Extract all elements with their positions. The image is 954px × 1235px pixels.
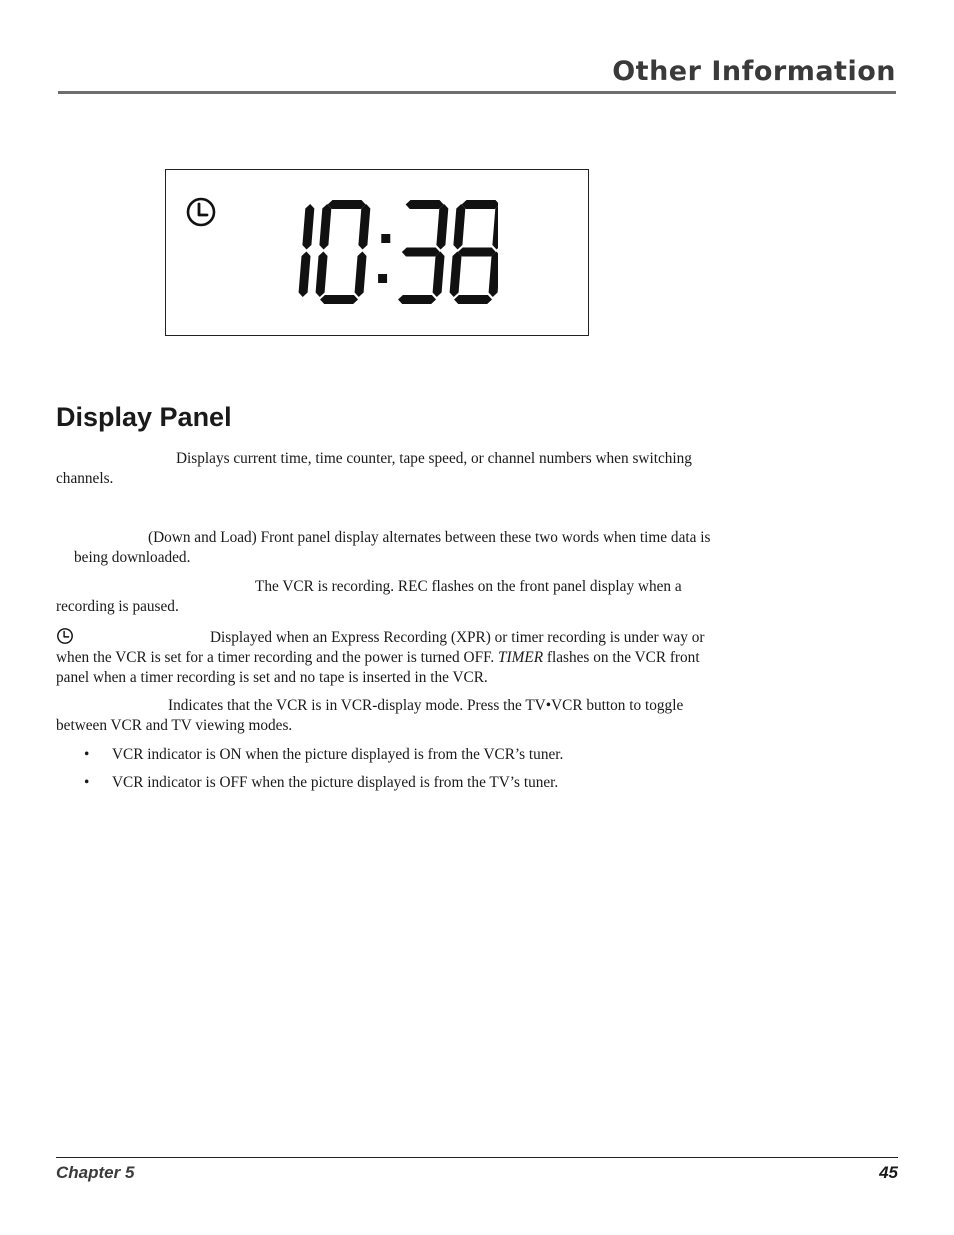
digit-segment	[299, 252, 311, 298]
digit-segment	[489, 252, 498, 298]
digit-segment	[453, 204, 465, 250]
footer-rule	[56, 1157, 898, 1158]
paragraph-timer	[56, 627, 726, 688]
bullet-item	[84, 745, 704, 765]
timer-clock-icon	[185, 196, 217, 228]
digit-segment	[398, 295, 436, 304]
digit-segment	[433, 252, 445, 298]
paragraph-download-text: (Down and Load) Front panel display alternates between these two words when time data is being downloaded.	[74, 529, 711, 566]
paragraph-vcr	[56, 696, 726, 736]
paragraph-record	[56, 577, 726, 617]
paragraph-display-text: Displays current time, time counter, tape speed, or channel numbers when switching channels.	[56, 450, 692, 487]
bullet-item	[84, 773, 704, 793]
section-heading: Display Panel	[56, 402, 232, 432]
colon-dot	[381, 234, 390, 243]
digit-segment	[462, 200, 498, 209]
display-panel-illustration	[165, 169, 589, 336]
footer-chapter: Chapter 5	[56, 1163, 135, 1182]
paragraph-vcr-text: Indicates that the VCR is in VCR-display mode. Press the TV•VCR button to toggle between VCR and TV viewing modes.	[56, 697, 684, 734]
header-rule	[58, 91, 896, 94]
digit-segment	[492, 204, 498, 250]
paragraph-record-text: The VCR is recording. REC flashes on the front panel display when a recording is paused.	[56, 578, 682, 615]
digit-segment	[320, 295, 358, 304]
digit-segment	[458, 248, 496, 257]
bullet-text: VCR indicator is ON when the picture displayed is from the VCR’s tuner.	[112, 746, 564, 763]
small-timer-clock-icon	[56, 627, 74, 645]
digit-segment	[358, 204, 370, 250]
paragraph-download	[74, 528, 724, 568]
bullet-marker: •	[84, 774, 90, 791]
paragraph-timer-text-after: flashes on the VCR front panel when a timer recording is set and no tape is inserted in the VCR.	[56, 649, 700, 686]
digit-segment	[328, 200, 366, 209]
page-number: 45	[879, 1163, 898, 1182]
bullet-marker: •	[84, 746, 90, 763]
digit-segment	[319, 204, 331, 250]
digit-segment	[402, 248, 440, 257]
digit-segment	[355, 252, 367, 298]
digit-segment	[436, 204, 448, 250]
seven-segment-digits	[299, 200, 498, 304]
digit-segment	[406, 200, 444, 209]
digit-segment	[302, 204, 314, 250]
digit-segment	[454, 295, 492, 304]
timer-emphasis: TIMER	[498, 649, 544, 666]
paragraph-display	[56, 449, 726, 489]
digit-segment	[316, 252, 328, 298]
bullet-text: VCR indicator is OFF when the picture displayed is from the TV’s tuner.	[112, 774, 559, 791]
colon-dot	[378, 274, 387, 283]
paragraph-timer-text: Displayed when an Express Recording (XPR) or timer recording is under way or when the VCR is set for a timer recording and the power is turned OFF.	[56, 629, 705, 666]
digit-segment	[450, 252, 462, 298]
time-readout	[258, 196, 498, 316]
page-header-title: Other Information	[612, 56, 896, 87]
